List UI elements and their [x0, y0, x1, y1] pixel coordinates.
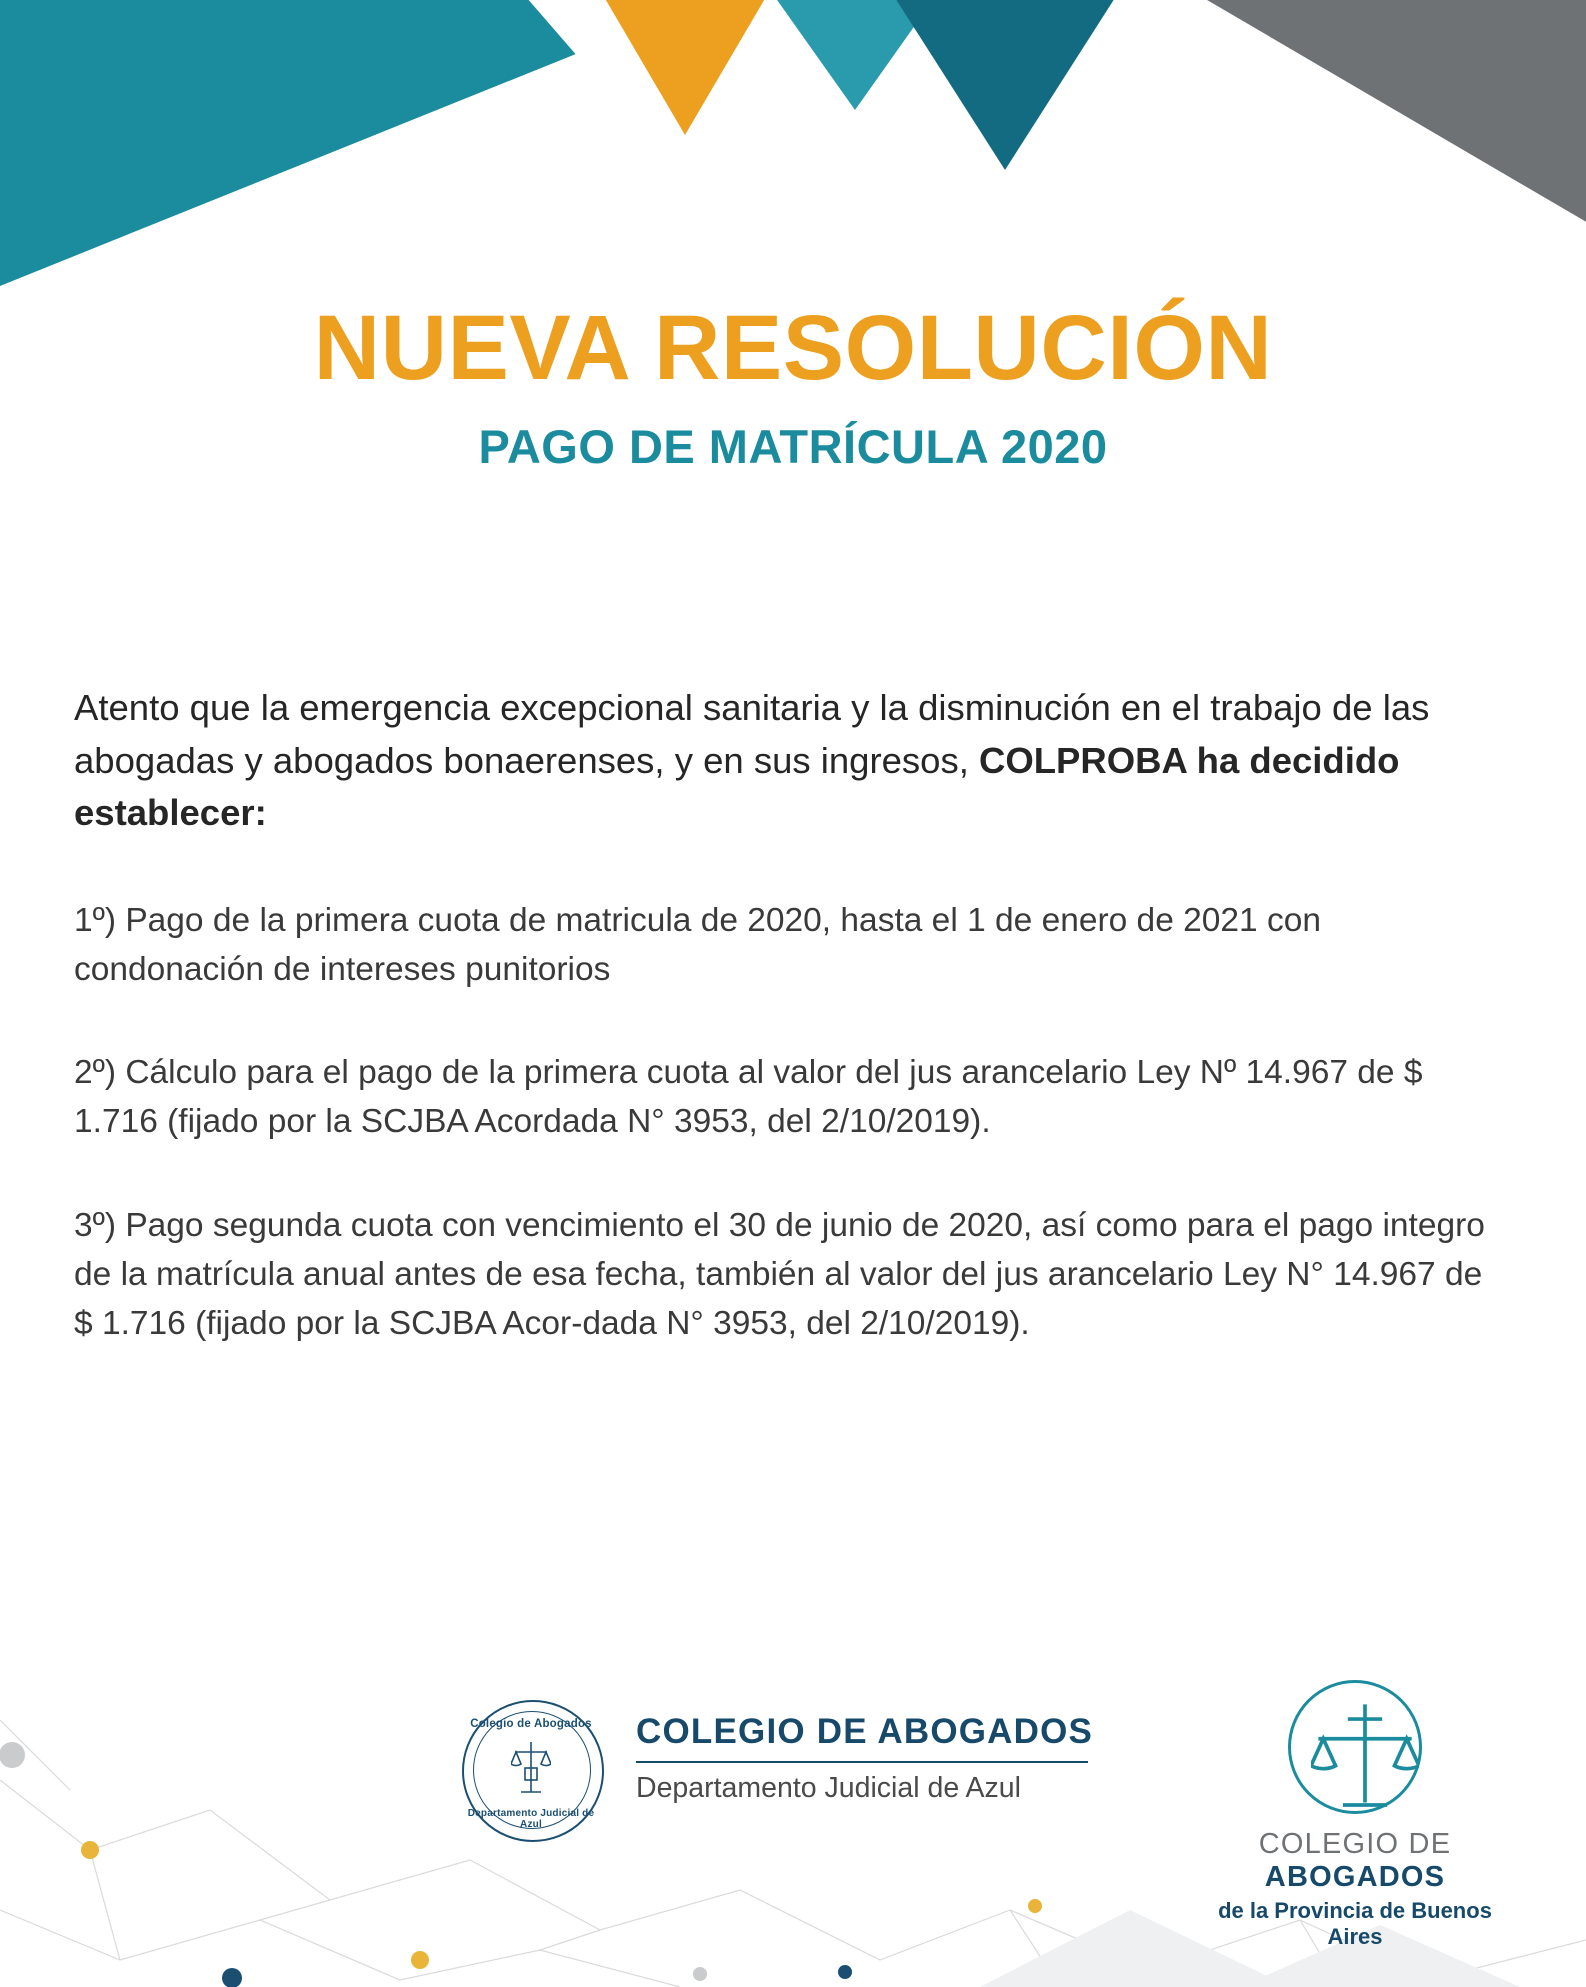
decorative-dark-teal-triangle [890, 0, 1120, 170]
top-geometric-band [0, 0, 1586, 300]
seal-text-top: Colegio de Abogados [470, 1718, 592, 1730]
scales-of-justice-icon [1311, 1697, 1419, 1820]
colproba-subtitle: de la Provincia de Buenos Aires [1218, 1898, 1492, 1949]
page-subtitle: PAGO DE MATRÍCULA 2020 [478, 419, 1108, 473]
seal-logo [462, 1700, 602, 1840]
colproba-title-bold: ABOGADOS [1264, 1861, 1446, 1893]
divider [636, 1761, 1088, 1763]
colegio-name: COLEGIO DE ABOGADOS [636, 1712, 1094, 1751]
seal-text-bottom: Departamento Judicial de Azul [467, 1808, 595, 1830]
colproba-title [1190, 1828, 1520, 1894]
clause-3: 3º) Pago segunda cuota con vencimiento el 30 de junio de 2020, así como para el pago integro de la matrícula anual antes de esa fecha, también al valor del jus arancelario Ley N° 14.967 de $ 1.716 (fijado por la SCJBA Acor-dada N° 3953, del 2/10/2019). [74, 1206, 1485, 1343]
colegio-wordmark [636, 1712, 1196, 1805]
clause-1: 1º) Pago de la primera cuota de matricula de 2020, hasta el 1 de enero de 2021 con condonación de intereses punitorios [74, 901, 1321, 988]
decorative-grey-slab [1130, 0, 1586, 230]
colproba-logo [1190, 1680, 1520, 1950]
lead-text: Atento que la emergencia excepcional sanitaria y la disminución en el trabajo de las abogadas y abogados bonaerenses, y en sus ingresos, [74, 687, 1430, 781]
title-block [0, 297, 1586, 474]
clause-2: 2º) Cálculo para el pago de la primera cuota al valor del jus arancelario Ley Nº 14.967 de $ 1.716 (fijado por la SCJBA Acordada N° 3953, del 2/10/2019). [74, 1054, 1423, 1141]
colegio-department: Departamento Judicial de Azul [636, 1772, 1021, 1804]
colproba-title-light: COLEGIO DE [1258, 1828, 1452, 1860]
colproba-emblem-circle [1288, 1680, 1422, 1814]
scales-of-justice-icon [511, 1738, 551, 1800]
page-title: NUEVA RESOLUCIÓN [313, 297, 1273, 399]
lead-emphasis: COLPROBA ha decidido establecer: [74, 739, 1400, 834]
lead-paragraph [74, 682, 1508, 840]
footer [0, 1660, 1586, 1987]
resolution-body [74, 682, 1508, 1348]
